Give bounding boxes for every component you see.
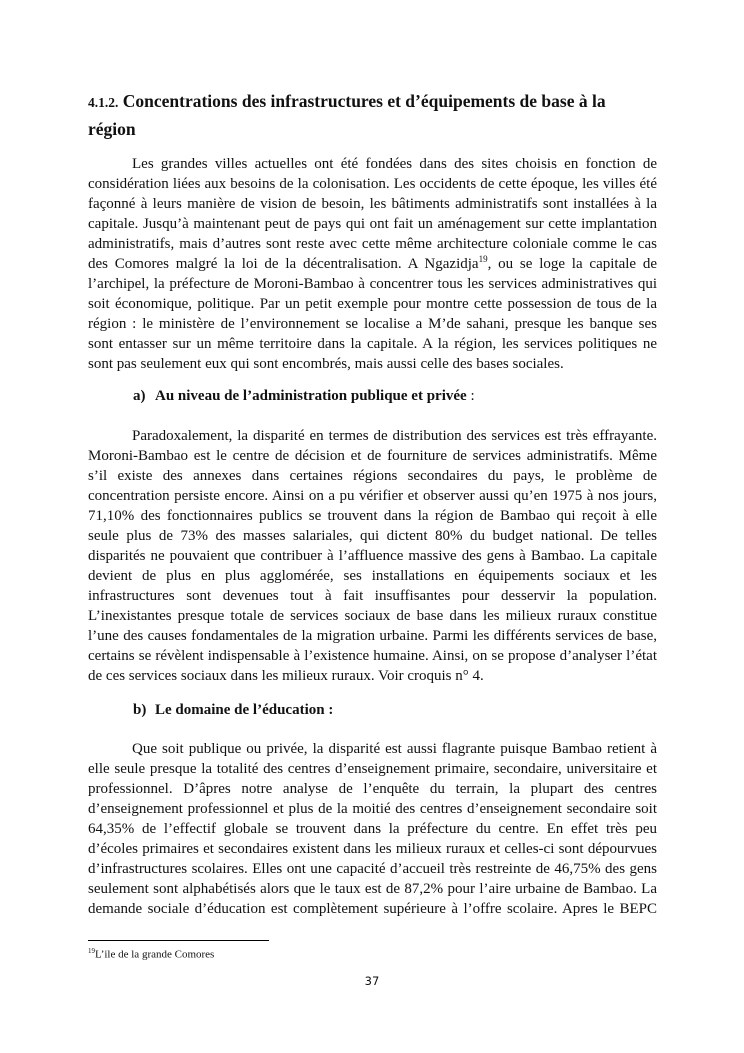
text-line: disparités ne pouvaient que contribuer à l’affluence massive des gens à Bambao. La capitale bbox=[88, 548, 657, 564]
text-line: considération liées aux besoins de la colonisation. Les occidents de cette époque, les villes été bbox=[88, 176, 657, 192]
subheading-b-label: b) bbox=[133, 702, 147, 718]
text-line: d’écoles primaires et secondaires existent dans les milieux ruraux et celles-ci sont dépourvues bbox=[88, 841, 657, 857]
text-line: L’inexistantes presque totale de services sociaux de base dans les milieux ruraux constitue bbox=[88, 608, 657, 624]
text-line: s’il existe des annexes dans certaines régions secondaires du pays, le problème de bbox=[88, 468, 657, 484]
paragraph-2 bbox=[88, 426, 657, 686]
text-line: sont entasser sur un même territoire dans la capitale. A la région, les services politiques ne bbox=[88, 336, 657, 352]
footnote bbox=[88, 947, 214, 961]
text-line: devient de plus en plus agglomérée, ses installations en équipements sociaux et les bbox=[88, 568, 657, 584]
subheading-b-text: Le domaine de l’éducation : bbox=[155, 702, 334, 718]
footnote-ref: 19 bbox=[88, 947, 95, 955]
text-line: l’une des causes fondamentales de la migration urbaine. Parmi les différents services de base, bbox=[88, 628, 657, 644]
text-line: de ces services sociaux dans les milieux ruraux. Voir croquis n° 4. bbox=[88, 668, 484, 684]
text-line: façonné à leurs manière de vision de besoin, les bâtiments administratifs sont installées à la bbox=[88, 196, 657, 212]
subheading-a bbox=[133, 386, 475, 406]
subheading-a-label: a) bbox=[133, 388, 146, 404]
text-line: Que soit publique ou privée, la disparité est aussi flagrante puisque Bambao retient à bbox=[132, 741, 657, 757]
text-line: elle seule presque la totalité des centres d’enseignement primaire, secondaire, universitaire et bbox=[88, 761, 657, 777]
text-line: capitale. Jusqu’à maintenant peut de pays qui ont fait un aménagement sur cette implantation bbox=[88, 216, 657, 232]
text-line: Paradoxalement, la disparité en termes de distribution des services est très effrayante. bbox=[132, 428, 657, 444]
text-line: d’enseignement professionnel et plus de la moitié des centres d’enseignement secondaire soit bbox=[88, 801, 657, 817]
section-title bbox=[88, 88, 668, 142]
text-line: concentration persiste encore. Ainsi on a pu vérifier et observer aussi qu’en 1975 à nos jours, bbox=[88, 488, 657, 504]
section-number: 4.1.2. bbox=[88, 95, 119, 110]
subheading-a-colon: : bbox=[466, 388, 475, 404]
page-number: 37 bbox=[364, 974, 380, 988]
footnote-divider bbox=[88, 940, 269, 941]
text-fragment: des Comores malgré la loi de la décentralisation. A Ngazidja bbox=[88, 256, 479, 272]
text-line: d’infrastructures scolaires. Elles ont une capacité d’accueil très restreinte de 46,75% des gens bbox=[88, 861, 657, 877]
footnote-text: L’ile de la grande Comores bbox=[95, 948, 215, 961]
text-fragment: , ou se loge la capitale de bbox=[487, 256, 657, 272]
text-line: Les grandes villes actuelles ont été fondées dans des sites choisis en fonction de bbox=[132, 156, 657, 172]
text-line: soit économique, politique. Par un petit exemple pour montre cette possession de tous de la bbox=[88, 296, 657, 312]
text-line: professionnel. D’âpres notre analyse de l’enquête du terrain, la plupart des centres bbox=[88, 781, 657, 797]
text-line: infrastructures sont devenues tout à fait insuffisantes pour desservir la population. bbox=[88, 588, 657, 604]
text-line: demande sociale d’éducation est complètement supérieure à l’offre scolaire. Apres le BEPC bbox=[88, 901, 657, 917]
footnote-reference: 19 bbox=[478, 254, 488, 264]
section-title-text: Concentrations des infrastructures et d’équipements de base à la bbox=[118, 91, 606, 111]
subheading-a-text: Au niveau de l’administration publique et privée bbox=[155, 388, 467, 404]
text-line bbox=[88, 254, 657, 274]
text-line: seule plus de 73% des masses salariales, qui dictent 80% du budget national. De telles bbox=[88, 528, 657, 544]
text-line: 64,35% de l’effectif globale se trouvent dans la préfecture du centre. En effet très peu bbox=[88, 821, 657, 837]
text-line: seulement sont alphabétisés alors que le taux est de 87,2% pour l’aire urbaine de Bambao. La bbox=[88, 881, 657, 897]
paragraph-3 bbox=[88, 739, 657, 919]
text-line: administratifs, mais d’autres sont reste avec cette même architecture coloniale comme le cas bbox=[88, 236, 657, 252]
text-line: région : le ministère de l’environnement se localise a M’de sahani, presque les banque ses bbox=[88, 316, 657, 332]
section-title-text-2: région bbox=[88, 119, 136, 139]
text-line: 71,10% des fonctionnaires publics se trouvent dans la région de Bambao qui reçoit à elle bbox=[88, 508, 657, 524]
text-line: sont pas seulement eux qui sont encombrés, mais aussi celle des bases sociales. bbox=[88, 356, 564, 372]
text-line: certains se révèlent indispensable à l’existence humaine. Ainsi, on se propose d’analyser l’état bbox=[88, 648, 657, 664]
paragraph-1 bbox=[88, 154, 657, 374]
text-line: l’archipel, la préfecture de Moroni-Bambao à concentrer tous les services administratives qui bbox=[88, 276, 657, 292]
text-line: Moroni-Bambao est le centre de décision et de fourniture de services administratifs. Même bbox=[88, 448, 657, 464]
subheading-b bbox=[133, 700, 333, 720]
